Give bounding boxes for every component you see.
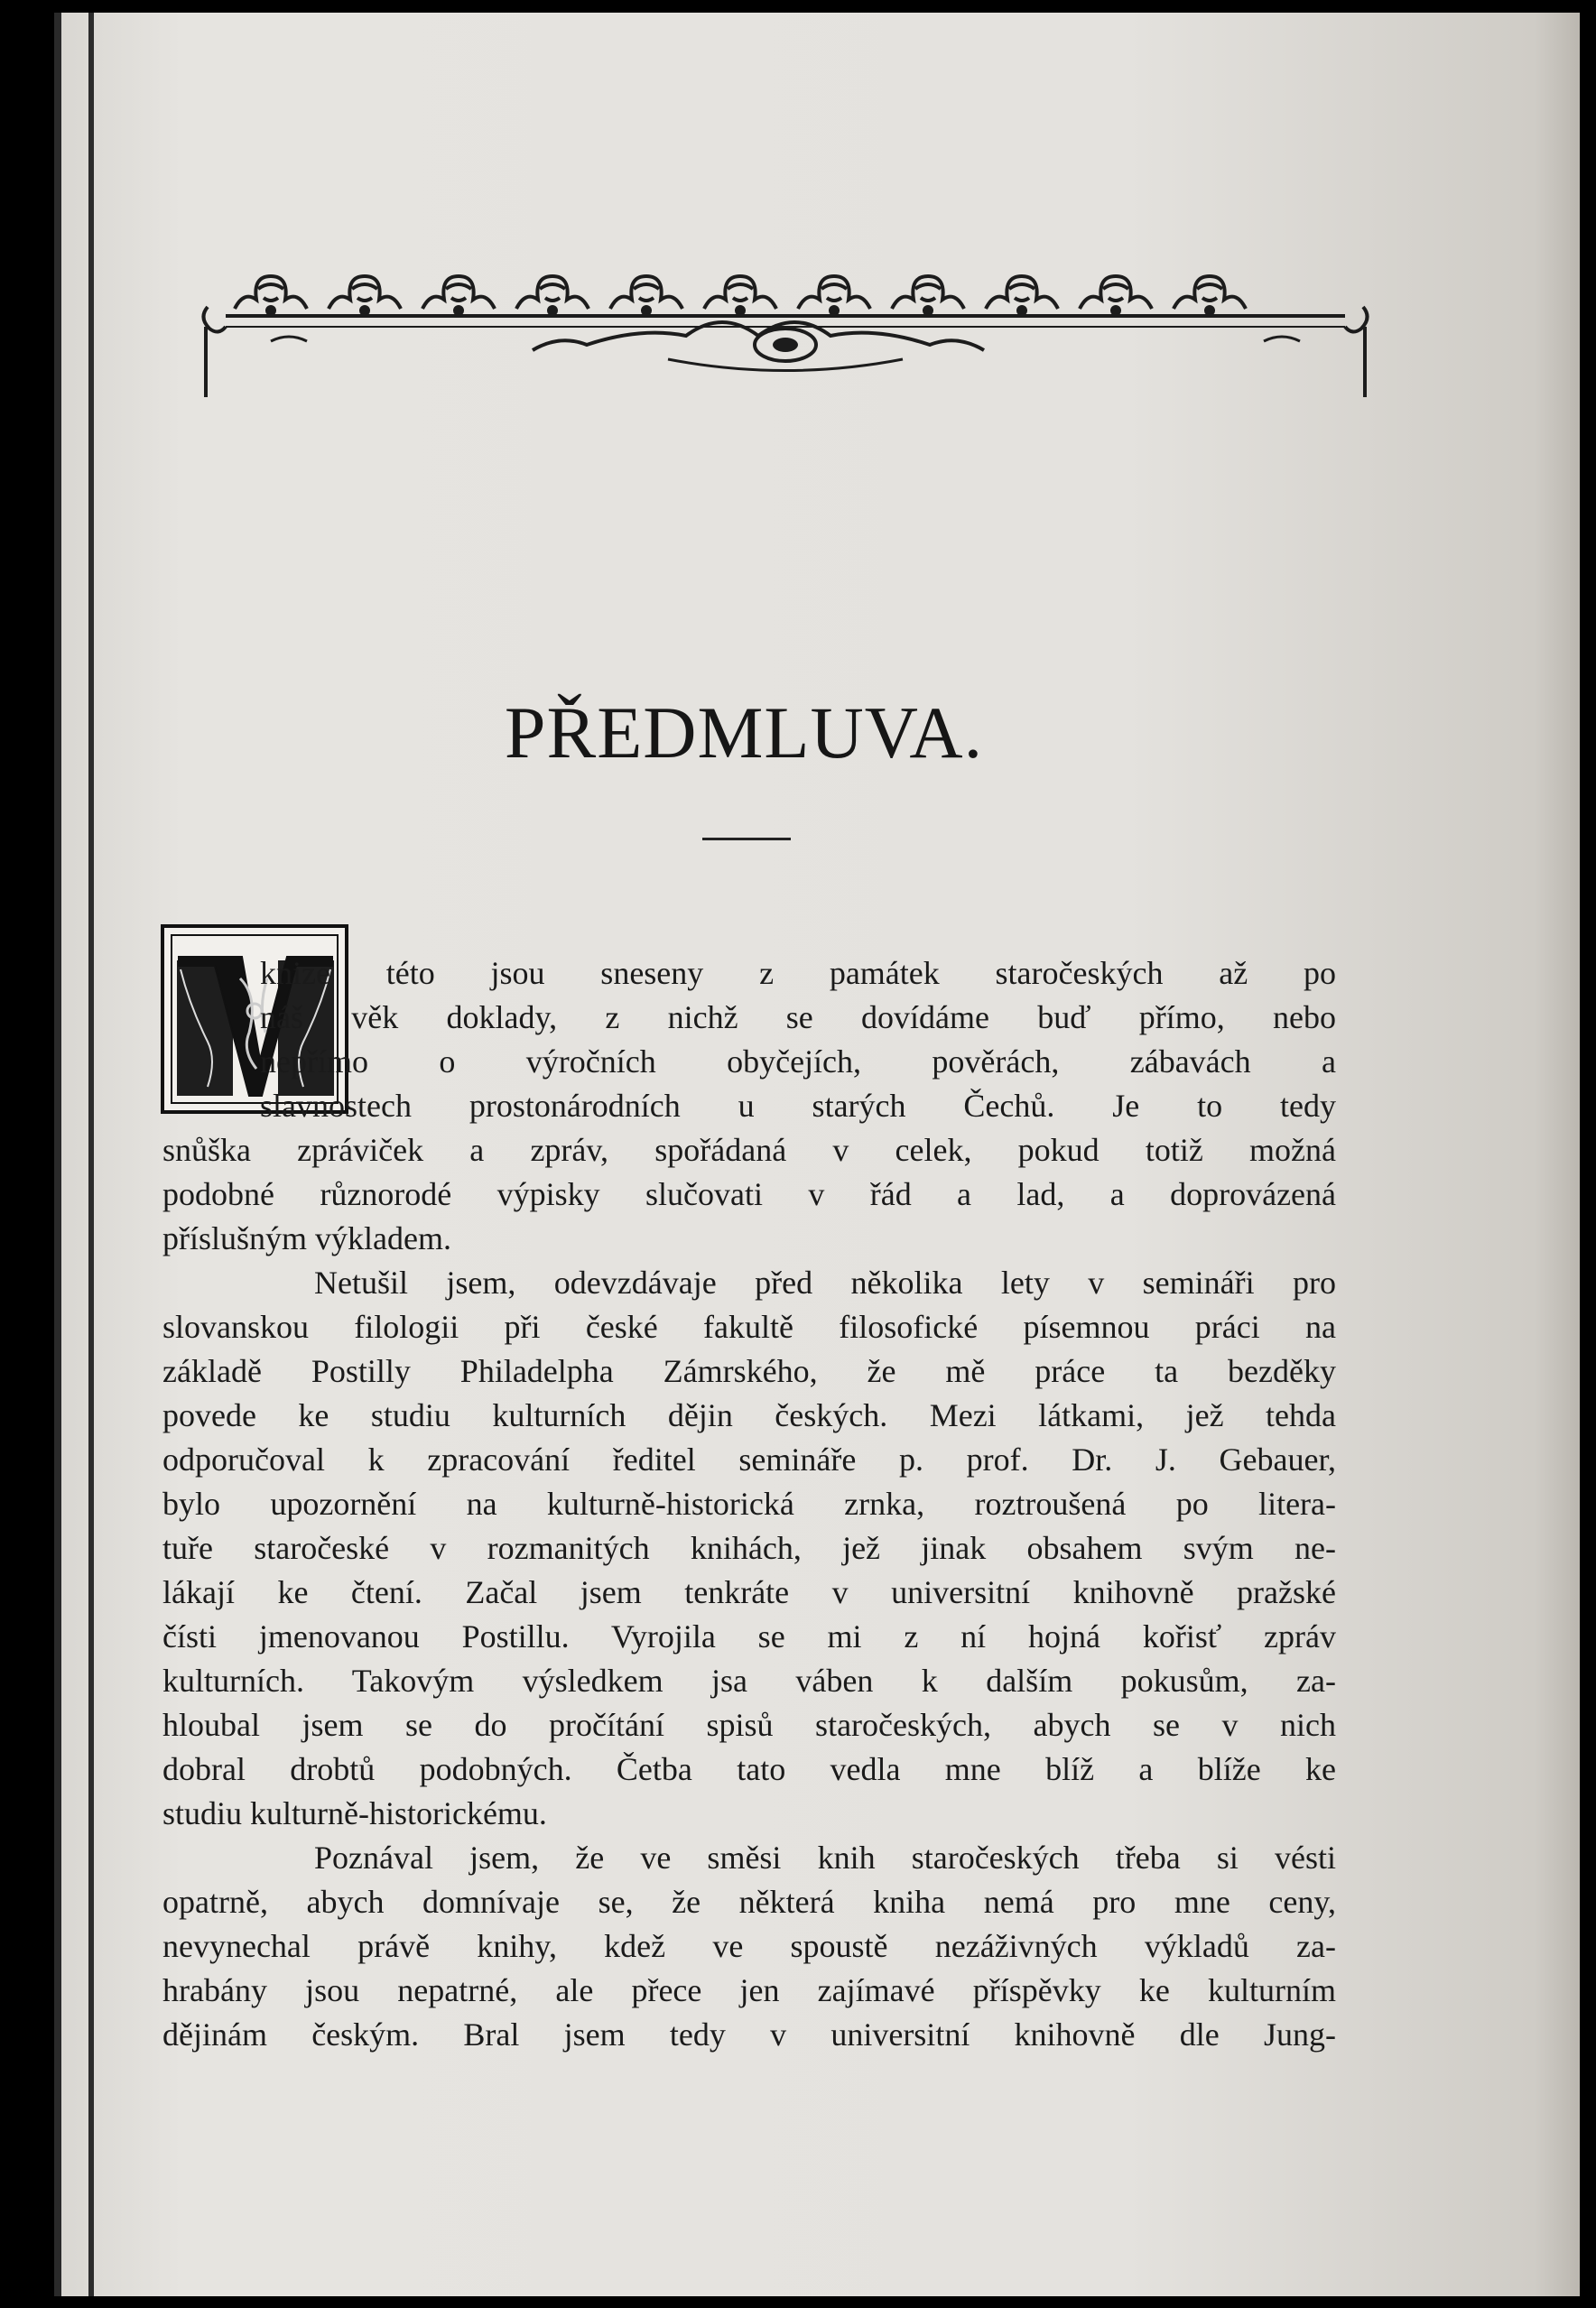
text-line: opatrně, abych domnívaje se, že některá kniha nemá pro mne ceny, — [162, 1884, 1336, 1920]
rosette-icon — [422, 276, 495, 309]
rosette-icon — [329, 276, 401, 309]
text-line: dějinám českým. Bral jsem tedy v universitní knihovně dle Jung- — [162, 2016, 1336, 2053]
page-title: PŘEDMLUVA. — [504, 691, 984, 774]
text-line: tuře staročeské v rozmanitých knihách, jež jinak obsahem svým ne- — [162, 1530, 1336, 1566]
drop-cap-letter: V — [254, 951, 255, 952]
text-line: snůška zpráviček a zpráv, spořádaná v celek, pokud totiž možná — [162, 1132, 1336, 1168]
text-line: kulturních. Takovým výsledkem jsa váben k dalším pokusům, za- — [162, 1663, 1336, 1699]
rosette-icon — [1174, 276, 1246, 309]
rosette-icon — [235, 276, 307, 309]
rosette-icon — [986, 276, 1058, 309]
text-line: náš věk doklady, z nichž se dovídáme buď přímo, nebo — [260, 999, 1336, 1035]
text-line: nepřímo o výročních obyčejích, pověrách, zábavách a — [260, 1043, 1336, 1080]
page-spine-shadow — [88, 13, 94, 2296]
rosette-dot-icon — [643, 307, 650, 314]
title-divider — [702, 838, 791, 840]
rosette-icon — [516, 276, 589, 309]
rosette-dot-icon — [549, 307, 556, 314]
rosette-icon — [704, 276, 776, 309]
text-line: slavnostech prostonárodních u starých Čechů. Je to tedy — [260, 1088, 1336, 1124]
rosette-icon — [1080, 276, 1152, 309]
text-line: Netušil jsem, odevzdávaje před několika lety v semináři pro — [314, 1265, 1336, 1301]
floral-headpiece-icon — [199, 244, 1372, 397]
text-line: lákají ke čtení. Začal jsem tenkráte v universitní knihovně pražské — [162, 1574, 1336, 1610]
rosette-dot-icon — [737, 307, 744, 314]
rosette-dot-icon — [1206, 307, 1213, 314]
text-line: podobné různorodé výpisky slučovati v řád a lad, a doprovázená — [162, 1176, 1336, 1212]
text-line: Poznával jsem, že ve směsi knih staročeských třeba si vésti — [314, 1840, 1336, 1876]
rosette-dot-icon — [1112, 307, 1119, 314]
text-line: studiu kulturně-historickému. — [162, 1795, 547, 1831]
rosette-dot-icon — [455, 307, 462, 314]
rosette-dot-icon — [830, 307, 838, 314]
rosette-dot-icon — [361, 307, 368, 314]
text-line: hloubal jsem se do pročítání spisů staročeských, abych se v nich — [162, 1707, 1336, 1743]
text-line: nevynechal právě knihy, kdež ve spoustě nezáživných výkladů za- — [162, 1928, 1336, 1964]
rosette-icon — [892, 276, 964, 309]
text-line: čísti jmenovanou Postillu. Vyrojila se mi z ní hojná kořisť zpráv — [162, 1618, 1336, 1655]
text-line: odporučoval k zpracování ředitel semináře p. prof. Dr. J. Gebauer, — [162, 1441, 1336, 1478]
rosette-dot-icon — [1018, 307, 1025, 314]
text-line: dobral drobtů podobných. Četba tato vedla mne blíž a blíže ke — [162, 1751, 1336, 1787]
text-line: základě Postilly Philadelpha Zámrského, že mě práce ta bezděky — [162, 1353, 1336, 1389]
text-line: slovanskou filologii při české fakultě filosofické písemnou práci na — [162, 1309, 1336, 1345]
rosette-dot-icon — [924, 307, 932, 314]
text-line: knize této jsou sneseny z památek staročeských až po — [260, 955, 1336, 991]
text-line: příslušným výkladem. — [162, 1220, 451, 1256]
text-line: bylo upozornění na kulturně-historická zrnka, roztroušená po litera- — [162, 1486, 1336, 1522]
rosette-icon — [610, 276, 682, 309]
rosette-icon — [798, 276, 870, 309]
text-line: povede ke studiu kulturních dějin českých. Mezi látkami, jež tehda — [162, 1397, 1336, 1433]
text-line: hrabány jsou nepatrné, ale přece jen zajímavé příspěvky ke kulturním — [162, 1972, 1336, 2008]
rosette-dot-icon — [267, 307, 274, 314]
